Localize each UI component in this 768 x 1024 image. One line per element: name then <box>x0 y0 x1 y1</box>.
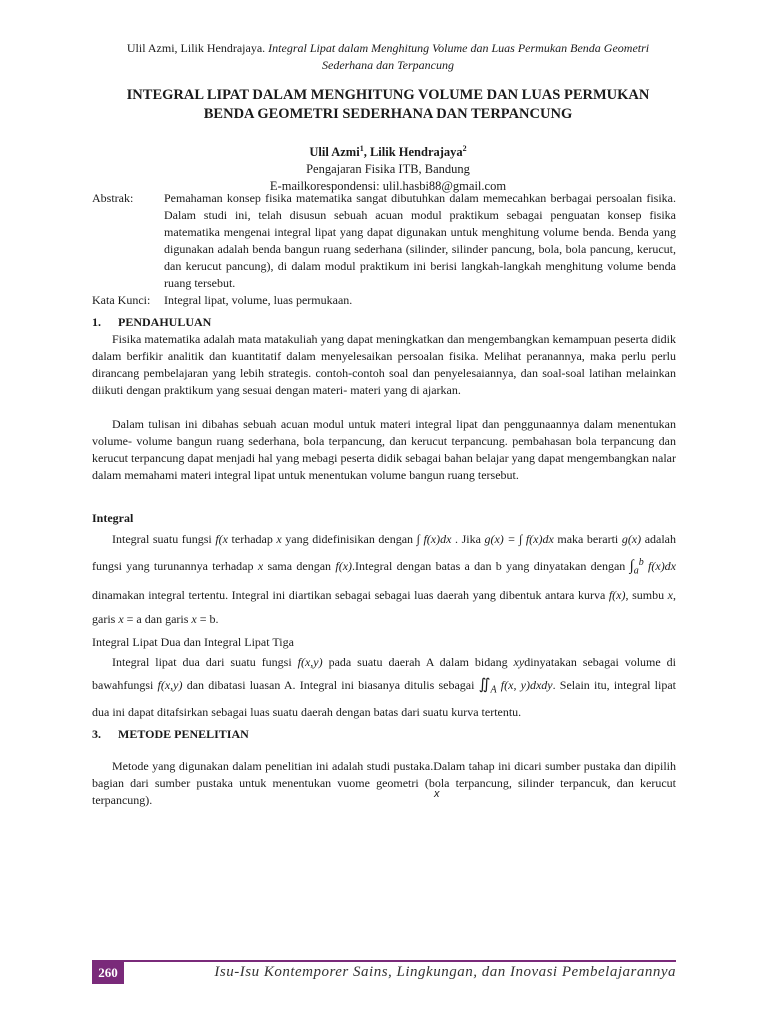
paragraph: Dalam tulisan ini dibahas sebuah acuan modul untuk materi integral lipat dan penggunaannya dalam menentukan volume- volume bangun ruang sederhana, bola terpancung, dan kerucut terpancung. pembahasan bola terpancung dan kerucut terpancung dapat menjadi hal yang mebagi peserta didik sebagai bahan belajar yang dapat mengembangkan nalar dalam memahami materi integral lipat untuk menentukan volume bangun ruang tersebut. <box>92 417 676 482</box>
abstract-block <box>92 190 676 309</box>
subsection-integral <box>92 510 676 631</box>
equation-definite-integral: $\int_a^b$ f(x)dx <box>629 557 677 577</box>
equation-indefinite-integral: ∫ f(x)dx <box>416 532 452 546</box>
paragraph: Fisika matematika adalah mata matakuliah yang dapat meningkatkan dan mengembangkan kemampuan peserta didik dalam berfikir analitik dan kuantitatif dalam menyelesaikan persoalan fisika. Melihat peranannya, maka perlu perlu dirancang pembelajaran yang lebih strategis. contoh-contoh soal dan penyelesaiannya, dan soal-soal latihan melainkan diikuti dengan praktikum yang sesuai dengan materi- materi yang di ajarkan. <box>92 332 676 397</box>
stray-mark: x <box>434 788 440 800</box>
section-heading <box>92 726 676 743</box>
paragraph: Integral suatu fungsi f(x terhadap x yang didefinisikan dengan ∫ f(x)dx . Jika g(x) = ∫ f(x)dx maka berarti g(x) adalah fungsi yang turunannya terhadap x sama dengan f(x).Integral dengan batas a dan b yang dinyatakan dengan $\int_a^b$ f(x)dx dinamakan integral tertentu. Integral ini diartikan sebagai sebagai luas daerah yang dibentuk antara kurva f(x), sumbu x, garis x = a dan garis x = b. <box>92 532 677 627</box>
section-heading <box>92 314 676 331</box>
abstract-row <box>92 190 676 292</box>
section-number: 3. <box>92 727 101 741</box>
running-head-authors: Ulil Azmi, Lilik Hendrajaya. <box>126 41 266 55</box>
section-title: METODE PENELITIAN <box>118 727 249 741</box>
running-head-title-line2: Sederhana dan Terpancung <box>322 58 454 72</box>
paper-title <box>92 86 684 124</box>
keywords-row <box>92 292 676 309</box>
footer-rule <box>92 960 676 962</box>
paragraph: Metode yang digunakan dalam penelitian ini adalah studi pustaka.Dalam tahap ini dicari sumber pustaka dan dipilih bagian dari sumber pustaka untuk menentukan vuome geometri (bola terpancung, silinder terpancuk, dan kerucut terpancung). <box>92 759 676 807</box>
running-head-title: Integral Lipat dalam Menghitung Volume dan Luas Permukan Benda Geometri <box>268 41 650 55</box>
section-number: 1. <box>92 315 101 329</box>
corresponding-email: E-mailkorespondensi: ulil.hasbi88@gmail.com <box>269 179 507 194</box>
author-2: Lilik Hendrajaya <box>369 145 463 160</box>
abstract-text: Pemahaman konsep fisika matematika sangat dibutuhkan dalam memecahkan berbagai persoalan fisika. Dalam studi ini, telah disusun sebuah acuan modul praktikum sebagai penguatan konsep fisika matematika mengenai integral lipat yang dapat digunakan untuk menghitung volume benda. Benda yang digunakan adalah benda bangun ruang sederhana (silinder, silinder pancung, bola, bola pancung, kerucut, dan kerucut pancung), di dalam modul praktikum ini berisi langkah-langkah menghitung volume benda ruang tersebut. <box>164 191 676 290</box>
author-separator: , <box>363 145 370 160</box>
paragraph: Integral lipat dua dari suatu fungsi f(x,y) pada suatu daerah A dalam bidang xydinyatakan sebagai volume di bawahfungsi f(x,y) dan dibatasi luasan A. Integral ini biasanya ditulis sebagai $∬_A$ f(x, y)dxdy. Selain itu, integral lipat dua ini dapat ditafsirkan sebagai luas suatu daerah dengan batas dari suatu kurva tertentu. <box>92 655 677 720</box>
keywords-text: Integral lipat, volume, luas permukaan. <box>164 293 353 307</box>
keywords-label: Kata Kunci: <box>92 293 151 307</box>
author-1-sup: 1 <box>359 144 364 153</box>
running-head <box>92 40 684 74</box>
section-pendahuluan <box>92 314 676 484</box>
paper-title-line2: BENDA GEOMETRI SEDERHANA DAN TERPANCUNG <box>203 106 573 122</box>
subsection-double-integral <box>92 634 676 724</box>
affiliation: Pengajaran Fisika ITB, Bandung <box>306 162 470 177</box>
paper-title-line1: INTEGRAL LIPAT DALAM MENGHITUNG VOLUME DAN LUAS PERMUKAN <box>126 87 650 103</box>
section-metode <box>92 726 676 809</box>
journal-name: Isu-Isu Kontemporer Sains, Lingkungan, dan Inovasi Pembelajarannya <box>214 964 676 980</box>
equation-double-integral: $∬_A$ f(x, y)dxdy <box>478 677 553 696</box>
author-2-sup: 2 <box>462 144 467 153</box>
author-block <box>92 140 684 195</box>
page-number: 260 <box>92 962 124 984</box>
equation-g-definition: g(x) = ∫ f(x)dx <box>484 532 554 546</box>
author-1: Ulil Azmi <box>309 145 360 160</box>
author-names <box>92 140 684 161</box>
abstract-label: Abstrak: <box>92 191 134 205</box>
subsection-heading: Integral Lipat Dua dan Integral Lipat Tiga <box>92 635 294 649</box>
section-title: PENDAHULUAN <box>118 315 212 329</box>
subsection-heading: Integral <box>92 511 134 525</box>
